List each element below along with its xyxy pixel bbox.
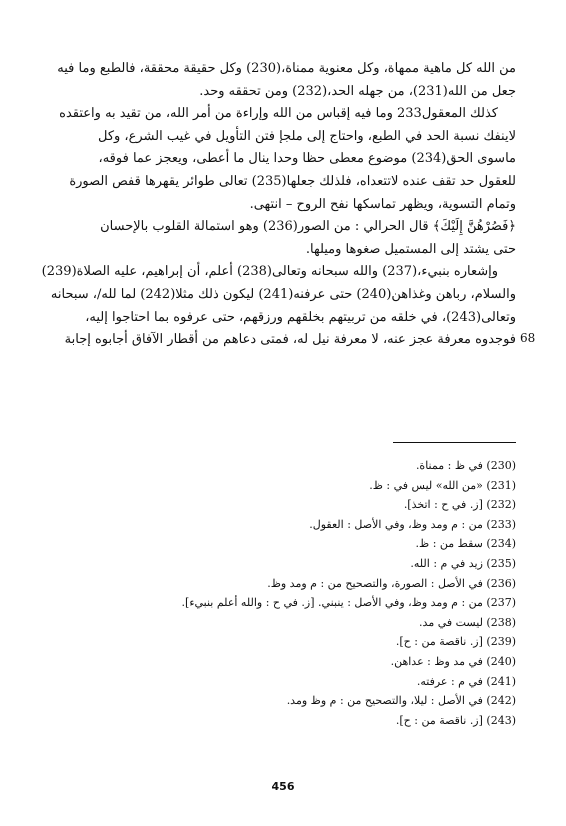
text-line: حتى يشتد إلى المستميل صغوها وميلها.	[305, 241, 516, 257]
text-line: فوجدوه معرفة عجز عنه، لا معرفة نيل له، فمتى دعاهم من أقطار الآفاق أجابوه إجابة	[64, 332, 516, 348]
footnote: (241) في م : عرفته.	[416, 674, 516, 688]
footnotes	[150, 456, 516, 730]
footnote: (242) في الأصل : ليلا، والتصحيح من : م وظ ومد.	[286, 694, 516, 708]
footnote: (238) ليست في مد.	[419, 615, 516, 629]
footnote: (233) من : م ومد وظ، وفي الأصل : العقول.	[309, 517, 516, 531]
paragraph	[40, 58, 516, 103]
main-text	[40, 58, 516, 352]
text-line: للعقول حد تقف عنده لاتتعداه، فلذلك جعلها(235) تعالى طوائر يقهرها قفص الصورة	[69, 173, 516, 189]
footnote: (239) [ز. ناقصة من : ح].	[395, 635, 516, 649]
footnote: (243) [ز. ناقصة من : ح].	[395, 713, 516, 727]
footnote: (240) في مد وظ : عداهن.	[390, 654, 516, 668]
text-line: وتعالى(243)، في خلقه من تربيتهم بخلقهم ورزقهم، حتى عرفوه بما احتاجوا إليه،	[85, 309, 516, 325]
text-line: ﴿فَصُرْهُنَّ إِلَيْكَ﴾ قال الحرالي : من الصور(236) وهو استمالة القلوب بالإحسان	[100, 219, 516, 235]
footnote: (231) «من الله» ليس في : ظ.	[369, 478, 516, 492]
paragraph	[40, 216, 516, 261]
page-number: 456	[271, 780, 295, 793]
paragraph	[40, 261, 516, 351]
text-line: ماسوى الحق(234) موضوع معطى حظا وحدا ينال ما أعطى، ويعجز عما فوقه،	[98, 151, 516, 167]
footnote-divider	[393, 442, 516, 443]
footnote: (230) في ظ : ممناة.	[415, 459, 516, 472]
text-line: لاينفك نسبة الحد في الطبع، واحتاج إلى ملجإ فتن التأويل في غيب الشرع، وكل	[97, 128, 516, 144]
text-line: من الله كل ماهية ممهاة، وكل معنوية ممناة،(230) وكل حقيقة محققة، فالطبع وما فيه	[57, 61, 516, 76]
text-line: وإشعاره بنبيء،(237) والله سبحانه وتعالى(238) أعلم، أن إبراهيم، عليه الصلاة(239)	[41, 264, 498, 280]
footnote: (237) من : م ومد وظ، وفي الأصل : ينبني. [ز. في ح : والله أعلم بنبيء].	[181, 596, 516, 610]
footnote: (234) سقط من : ظ.	[415, 537, 516, 551]
paragraph	[40, 103, 516, 216]
footnote: (235) زيد في م : الله.	[410, 556, 516, 570]
text-line: وتمام التسوية، ويظهر تماسكها نفح الروح – انتهى.	[249, 196, 516, 212]
text-line: والسلام، رباهن وغذاهن(240) حتى عرفنه(241) ليكون ذلك مثلا(242) لما لله/، سبحانه	[50, 286, 516, 302]
footnote: (236) في الأصل : الصورة، والتصحيح من : م ومد وظ.	[267, 576, 516, 590]
margin-page-reference: 68	[520, 331, 536, 345]
text-line: جعل من الله(231)، من جهله الحد،(232) ومن تحققه وحد.	[199, 83, 516, 99]
text-line: كذلك المعقول233 وما فيه إقباس من الله وإراءة من أمر الله، من تقيد به واعتقده	[59, 106, 498, 122]
footnote: (232) [ز. في ح : اتخذ].	[403, 498, 516, 512]
